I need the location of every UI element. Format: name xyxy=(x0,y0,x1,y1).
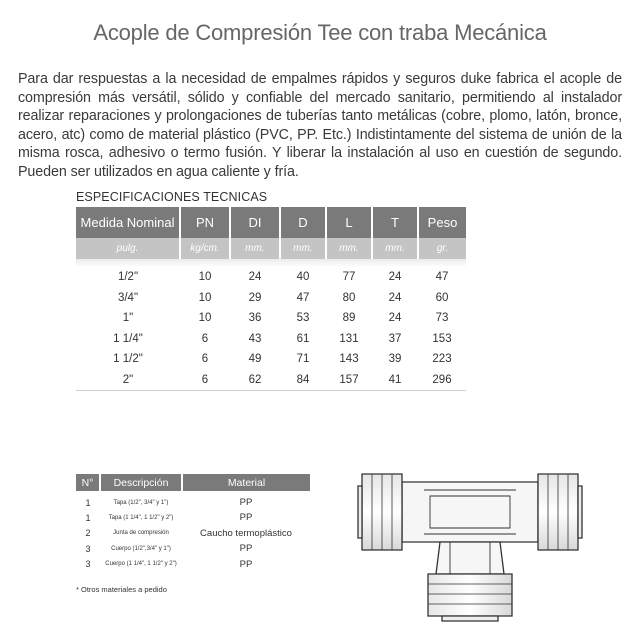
spec-cell: 84 xyxy=(280,370,326,391)
spec-cell: 62 xyxy=(230,370,280,391)
parts-header-cell: Descripción xyxy=(100,474,182,491)
spec-cell: 41 xyxy=(372,370,418,391)
parts-cell: 3 xyxy=(85,543,91,554)
footnote: * Otros materiales a pedido xyxy=(76,585,167,594)
spec-cell: 47 xyxy=(435,271,449,284)
spec-cell: 60 xyxy=(435,291,449,304)
parts-row xyxy=(76,491,310,510)
spec-header-cell: Medida Nominal xyxy=(76,207,180,238)
spec-unit-cell: pulg. xyxy=(76,238,180,259)
spec-header-cell: L xyxy=(326,207,372,238)
spec-cell: 10 xyxy=(198,312,212,325)
intro-paragraph: Para dar respuestas a la necesidad de empalmes rápidos y seguros duke fabrica el acople de compresión más versátil, sólido y confiable del mercado sanitario, permitiendo al instalador realizar reparaciones y prolongaciones de tuberías tanto metálicas (cobre, plomo, latón, bronce, acero, atc) como de material plástico (PVC, PP. Etc.) Indistintamente del sistema de unión de la misma rosca, adhesivo o termo fusión. Y liberar la instalación al uso en cuestión de segundo. Pueden ser utilizados en agua caliente y fría. xyxy=(18,71,622,180)
spec-spacer-row xyxy=(76,259,466,267)
spec-cell: 24 xyxy=(388,271,402,284)
spec-unit-cell: gr. xyxy=(418,238,466,259)
parts-body xyxy=(76,491,310,572)
spec-cell: 43 xyxy=(248,332,262,345)
spec-cell: 223 xyxy=(432,353,452,366)
spec-cell: 40 xyxy=(296,271,310,284)
parts-cell: 2 xyxy=(85,528,91,539)
spec-cell: 10 xyxy=(198,291,212,304)
spec-cell: 36 xyxy=(248,312,262,325)
parts-row xyxy=(76,510,310,526)
parts-header-cell: N° xyxy=(76,474,100,491)
spec-cell: 89 xyxy=(342,312,356,325)
spec-cell: 131 xyxy=(339,332,359,345)
parts-cell: 1 xyxy=(85,497,91,508)
spec-cell: 61 xyxy=(296,332,310,345)
spec-row xyxy=(76,308,466,329)
spec-header-row xyxy=(76,207,466,238)
spec-unit-cell: mm. xyxy=(372,238,418,259)
spec-cell: 24 xyxy=(388,291,402,304)
parts-cell: Cuerpo (1 1/4", 1 1/2" y 2") xyxy=(105,561,177,568)
parts-table xyxy=(76,474,310,572)
spec-cell: 24 xyxy=(388,312,402,325)
spec-header-cell: D xyxy=(280,207,326,238)
spec-cell: 1 1/4" xyxy=(113,332,143,345)
parts-cell: 3 xyxy=(85,559,91,570)
spec-cell: 1/2" xyxy=(117,271,139,284)
spec-row xyxy=(76,267,466,288)
spec-body xyxy=(76,267,466,390)
spec-cell: 6 xyxy=(180,370,230,391)
spec-cell: 47 xyxy=(296,291,310,304)
spec-cell: 143 xyxy=(339,353,359,366)
parts-cell: PP xyxy=(239,512,253,524)
spec-unit-cell: mm. xyxy=(280,238,326,259)
spec-cell: 49 xyxy=(248,353,262,366)
parts-cell: 1 xyxy=(85,512,91,523)
parts-cell: Tapa (1/2", 3/4" y 1") xyxy=(113,499,169,506)
spec-cell: 24 xyxy=(248,271,262,284)
parts-row xyxy=(76,526,310,542)
spec-unit-cell: mm. xyxy=(230,238,280,259)
spec-cell: 39 xyxy=(388,353,402,366)
spec-row xyxy=(76,349,466,370)
spec-cell: 10 xyxy=(198,271,212,284)
page-title: Acople de Compresión Tee con traba Mecánica xyxy=(93,20,547,45)
parts-cell: PP xyxy=(239,497,253,508)
spec-cell: 53 xyxy=(296,312,310,325)
spec-cell: 157 xyxy=(326,370,372,391)
parts-header-row xyxy=(76,474,310,491)
spec-cell: 2" xyxy=(76,370,180,391)
spec-cell: 71 xyxy=(296,353,310,366)
spec-cell: 153 xyxy=(432,332,452,345)
spec-cell: 1" xyxy=(122,312,134,325)
parts-cell: Cuerpo (1/2",3/4" y 1") xyxy=(111,545,171,552)
spec-row xyxy=(76,370,466,391)
spec-cell: 80 xyxy=(342,291,356,304)
parts-header-cell: Material xyxy=(182,474,310,491)
parts-cell: Junta de compresión xyxy=(113,530,169,537)
spec-cell: 296 xyxy=(418,370,466,391)
spec-cell: 37 xyxy=(388,332,402,345)
spec-heading: ESPECIFICACIONES TECNICAS xyxy=(76,190,268,204)
spec-row xyxy=(76,329,466,350)
parts-row xyxy=(76,541,310,557)
parts-cell: Tapa (1 1/4", 1 1/2" y 2") xyxy=(108,514,174,521)
parts-cell: Caucho termoplástico xyxy=(200,527,292,539)
spec-cell: 77 xyxy=(342,271,356,284)
spec-cell: 6 xyxy=(201,332,209,345)
spec-row xyxy=(76,288,466,309)
spec-header-cell: Peso xyxy=(418,207,466,238)
spec-units-row xyxy=(76,238,466,259)
tee-fitting-diagram xyxy=(354,466,586,622)
parts-row xyxy=(76,557,310,573)
spec-cell: 1 1/2" xyxy=(113,353,143,366)
spec-cell: 29 xyxy=(248,291,262,304)
parts-cell: PP xyxy=(239,558,253,570)
spec-unit-cell: mm. xyxy=(326,238,372,259)
spec-header-cell: PN xyxy=(180,207,230,238)
spec-cell: 6 xyxy=(201,353,209,366)
spec-unit-cell: kg/cm. xyxy=(180,238,230,259)
spec-cell: 73 xyxy=(435,312,449,325)
spec-header-cell: T xyxy=(372,207,418,238)
parts-cell: PP xyxy=(239,543,253,555)
spec-header-cell: DI xyxy=(230,207,280,238)
spec-cell: 3/4" xyxy=(117,291,139,304)
specifications-table xyxy=(76,207,466,391)
